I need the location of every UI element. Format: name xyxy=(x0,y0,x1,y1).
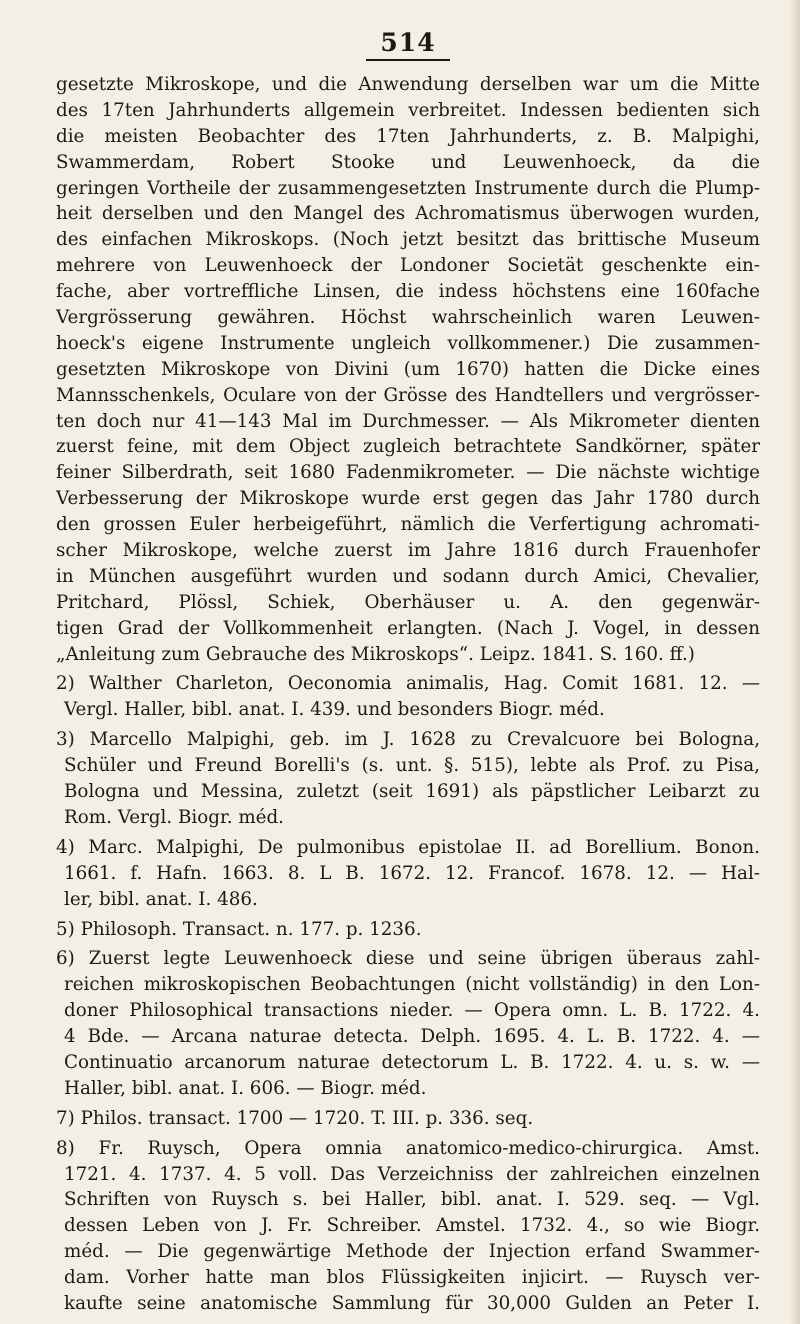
footnote-2 xyxy=(56,671,760,723)
text-line: tigen Grad der Vollkommenheit erlangten. (Nach J. Vogel, in dessen xyxy=(56,617,760,639)
footnote-line: Vergl. Haller, bibl. anat. I. 439. und besonders Biogr. méd. xyxy=(64,699,605,721)
footnote-7 xyxy=(56,1106,760,1132)
footnote-line: 4) Marc. Malpighi, De pulmonibus epistolae II. ad Borellium. Bonon. xyxy=(56,836,760,858)
footnote-line: Schriften von Ruysch s. bei Haller, bibl. anat. I. 529. seq. — Vgl. xyxy=(64,1189,760,1211)
footnote-line: 6) Zuerst legte Leuwenhoeck diese und seine übrigen überaus zahl- xyxy=(56,948,760,970)
footnote-line: 1721. 4. 1737. 4. 5 voll. Das Verzeichniss der zahlreichen einzelnen xyxy=(64,1163,760,1185)
text-line: die meisten Beobachter des 17ten Jahrhunderts, z. B. Malpighi, xyxy=(56,125,760,147)
text-line: Pritchard, Plössl, Schiek, Oberhäuser u. A. den gegenwär- xyxy=(56,591,760,613)
footnote-line: méd. — Die gegenwärtige Methode der Injection erfand Swammer- xyxy=(64,1241,760,1263)
footnote-line: 4 Bde. — Arcana naturae detecta. Delph. 1695. 4. L. B. 1722. 4. — xyxy=(64,1026,760,1048)
body-text xyxy=(56,72,760,667)
footnote-line: ler, bibl. anat. I. 486. xyxy=(64,888,258,910)
footnote-line: 5) Philosoph. Transact. n. 177. p. 1236. xyxy=(56,918,422,940)
text-line: des einfachen Mikroskops. (Noch jetzt besitzt das brittische Museum xyxy=(56,229,760,251)
text-line: gesetzten Mikroskope von Divini (um 1670) hatten die Dicke eines xyxy=(56,358,760,380)
text-line: Vergrösserung gewähren. Höchst wahrscheinlich waren Leuwen- xyxy=(56,307,760,329)
text-line: hoeck's eigene Instrumente ungleich vollkommener.) Die zusammen- xyxy=(56,332,760,354)
footnote-line: Rom. Vergl. Biogr. méd. xyxy=(64,806,284,828)
text-line: des 17ten Jahrhunderts allgemein verbreitet. Indessen bedienten sich xyxy=(56,99,760,121)
footnote-line: 3) Marcello Malpighi, geb. im J. 1628 zu Crevalcuore bei Bologna, xyxy=(56,729,760,751)
footnote-line: dam. Vorher hatte man blos Flüssigkeiten injicirt. — Ruysch ver- xyxy=(64,1267,760,1289)
text-line: zuerst feine, mit dem Object zugleich betrachtete Sandkörner, später xyxy=(56,436,760,458)
footnote-3 xyxy=(56,727,760,831)
footnote-line: 1661. f. Hafn. 1663. 8. L B. 1672. 12. Francof. 1678. 12. — Hal- xyxy=(64,862,760,884)
text-line: fache, aber vortreffliche Linsen, die indess höchstens eine 160fache xyxy=(56,281,760,303)
text-line: heit derselben und den Mangel des Achromatismus überwogen wurden, xyxy=(56,203,760,225)
footnote-line: 7) Philos. transact. 1700 — 1720. T. III. p. 336. seq. xyxy=(56,1107,534,1129)
footnote-line: doner Philosophical transactions nieder. — Opera omn. L. B. 1722. 4. xyxy=(64,1000,760,1022)
text-line: scher Mikroskope, welche zuerst im Jahre 1816 durch Frauenhofer xyxy=(56,540,760,562)
footnote-line: 8) Fr. Ruysch, Opera omnia anatomico-medico-chirurgica. Amst. xyxy=(56,1137,760,1159)
footnotes xyxy=(56,671,760,1316)
footnote-line: dessen Leben von J. Fr. Schreiber. Amstel. 1732. 4., so wie Biogr. xyxy=(64,1215,760,1237)
text-line: den grossen Euler herbeigeführt, nämlich die Verfertigung achromati- xyxy=(56,514,760,536)
text-line: „Anleitung zum Gebrauche des Mikroskops“. Leipz. 1841. S. 160. ff.) xyxy=(56,643,695,665)
page-number: 514 xyxy=(366,28,449,61)
footnote-line: reichen mikroskopischen Beobachtungen (nicht vollständig) in den Lon- xyxy=(64,974,760,996)
footnote-4 xyxy=(56,835,760,913)
footnote-6 xyxy=(56,946,760,1101)
footnote-line: 2) Walther Charleton, Oeconomia animalis, Hag. Comit 1681. 12. — xyxy=(56,673,760,695)
text-line: ten doch nur 41—143 Mal im Durchmesser. — Als Mikrometer dienten xyxy=(56,410,760,432)
footnote-line: kaufte seine anatomische Sammlung für 30,000 Gulden an Peter I. xyxy=(64,1292,760,1314)
text-line: Verbesserung der Mikroskope wurde erst gegen das Jahr 1780 durch xyxy=(56,488,760,510)
footnote-8 xyxy=(56,1136,760,1317)
text-line: Swammerdam, Robert Stooke und Leuwenhoeck, da die xyxy=(56,151,760,173)
text-line: mehrere von Leuwenhoeck der Londoner Societät geschenkte ein- xyxy=(56,255,760,277)
footnote-5 xyxy=(56,917,760,943)
footnote-line: Haller, bibl. anat. I. 606. — Biogr. méd. xyxy=(64,1077,427,1099)
footnote-line: Continuatio arcanorum naturae detectorum L. B. 1722. 4. u. s. w. — xyxy=(64,1051,760,1073)
text-line: Mannsschenkels, Oculare von der Grösse des Handtellers und vergrösser- xyxy=(56,384,760,406)
footnote-line: Schüler und Freund Borelli's (s. unt. §. 515), lebte als Prof. zu Pisa, xyxy=(64,755,760,777)
page-edge-shadow xyxy=(790,0,800,1324)
text-line: feiner Silberdrath, seit 1680 Fadenmikrometer. — Die nächste wichtige xyxy=(56,462,760,484)
page-header xyxy=(56,28,760,72)
text-line: gesetzte Mikroskope, und die Anwendung derselben war um die Mitte xyxy=(56,74,760,95)
text-line: geringen Vortheile der zusammengesetzten Instrumente durch die Plump- xyxy=(56,177,760,199)
footnote-line: Bologna und Messina, zuletzt (seit 1691) als päpstlicher Leibarzt zu xyxy=(64,781,760,803)
text-line: in München ausgeführt wurden und sodann durch Amici, Chevalier, xyxy=(56,565,760,587)
